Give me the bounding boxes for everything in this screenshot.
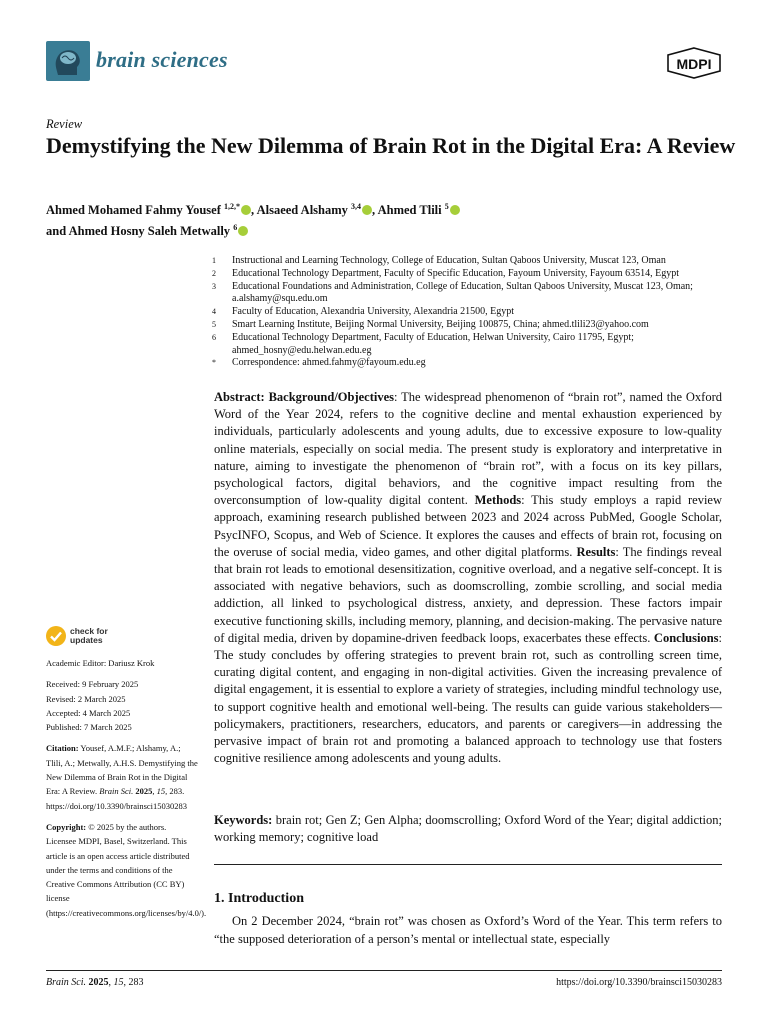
mdpi-logo[interactable] [666, 47, 722, 79]
footer-doi-link[interactable]: https://doi.org/10.3390/brainsci15030283 [556, 977, 722, 988]
methods-label: Methods [474, 493, 522, 508]
check-updates-icon [46, 626, 66, 646]
affiliation-number: * [212, 358, 216, 368]
affiliation-item [212, 255, 732, 268]
affiliation-text: Educational Technology Department, Faculty of Education, Helwan University, Cairo 11795, Egypt; ahmed_hosny@edu.helwan.edu.eg [232, 331, 634, 356]
conclusions-label: Conclusions [653, 630, 719, 645]
citation-volume: 15 [156, 786, 166, 797]
results-label: Results [576, 544, 616, 559]
keywords-text: brain rot; Gen Z; Gen Alpha; doomscrolling; Oxford Word of the Year; digital addiction; working memory; cognitive load [214, 813, 722, 845]
results-text: : The findings reveal that brain rot leads to emotional desensitization, cognitive overload, and a negative self-concept. It is associated with negative behaviors, such as doomscrolling, zombie scrolling, and social media addiction, all linked to psychological distress, anxiety, and depression. These factors impair executive functioning skills, including memory, planning, and decision-making. The pervasive nature of digital media, driven by dopamine-driven feedback loops, exacerbates these effects. [214, 544, 723, 645]
article-type: Review [46, 117, 83, 131]
article-title: Demystifying the New Dilemma of Brain Rot in the Digital Era: A Review [46, 133, 736, 158]
footer-journal: Brain Sci. [46, 977, 86, 988]
footer-citation: Brain Sci. 2025, 15, 283 [46, 977, 144, 988]
copyright-text: © 2025 by the authors. Licensee MDPI, Basel, Switzerland. This article is an open access article distributed under the terms and conditions of the Creative Commons Attribution (CC BY) license (https://creativecommons.org/licenses/by/4.0/). [46, 821, 207, 918]
affiliation-number: 3 [212, 281, 216, 291]
affiliation-text: Faculty of Education, Alexandria University, Alexandria 21500, Egypt [232, 306, 515, 318]
affiliation-text: Smart Learning Institute, Beijing Normal University, Beijing 100875, China; ahmed.tlili23@yahoo.com [232, 318, 649, 330]
affiliation-item [212, 281, 732, 307]
check-updates-line2: updates [70, 635, 103, 645]
check-updates-line1: check for [70, 626, 108, 636]
affiliation-number: 1 [212, 256, 216, 265]
copyright [46, 820, 207, 920]
affiliation-text: Educational Foundations and Administration, College of Education, Sultan Qaboos University, Muscat 123, Oman; a.alshamy@squ.edu.om [232, 280, 693, 305]
copyright-label: Copyright: [46, 821, 87, 832]
affiliation-number: 5 [212, 319, 216, 329]
affiliation-number: 4 [212, 307, 216, 317]
article-info-sidebar [46, 656, 207, 920]
check-updates-label [70, 627, 108, 645]
affiliation-number: 6 [212, 332, 216, 342]
publisher-name: MDPI [676, 56, 712, 72]
orcid-icon[interactable] [241, 205, 251, 215]
affiliation-number: 2 [212, 268, 216, 278]
footer-volume: 15 [113, 977, 124, 988]
affiliation-text: Instructional and Learning Technology, College of Education, Sultan Qaboos University, Muscat 123, Oman [232, 255, 666, 266]
citation-year: 2025 [135, 786, 153, 797]
orcid-icon[interactable] [450, 205, 460, 215]
check-for-updates-button[interactable] [46, 626, 156, 648]
correspondence-text: Correspondence: ahmed.fahmy@fayoum.edu.eg [232, 357, 426, 369]
citation-journal: Brain Sci. [99, 786, 134, 797]
journal-name[interactable]: brain sciences [96, 47, 228, 72]
published-date: Published: 7 March 2025 [46, 722, 132, 733]
methods-text: : This study employs a rapid review approach, examining research published between 2023 and 2024 across PubMed, Google Scholar, PsycINFO, Scopus, and Web of Science. It explores the causes and effects of brain rot, focusing on the overuse of social media, video games, and other digital platforms. [214, 493, 723, 559]
accepted-date: Accepted: 4 March 2025 [46, 707, 131, 718]
abstract-label: Abstract: [214, 390, 265, 404]
citation: Citation: Yousef, A.M.F.; Alshamy, A.; Tlili, A.; Metwally, A.H.S. Demystifying the New Dilemma of Brain Rot in the Digital Era: A Review. Brain Sci. 2025, 15, 283. https://doi.org/10.3390/brainsci15030283 [46, 743, 198, 811]
citation-text: Yousef, A.M.F.; Alshamy, A.; Tlili, A.; Metwally, A.H.S. Demystifying the New Dilemma of Brain Rot in the Digital Era: A Review. [46, 743, 198, 797]
orcid-icon[interactable] [362, 205, 372, 215]
revised-date: Revised: 2 March 2025 [46, 693, 126, 704]
background-label: Background/Objectives [268, 390, 395, 404]
citation-doi[interactable]: , 283. https://doi.org/10.3390/brainsci15030283 [46, 786, 188, 811]
footer-year: 2025 [88, 977, 109, 988]
received-date: Received: 9 February 2025 [46, 679, 139, 690]
academic-editor: Academic Editor: Dariusz Krok [46, 658, 155, 668]
author-affiliation-marker: 1,2,* [224, 202, 241, 211]
conclusions-text: : The study concludes by offering strategies to prevent brain rot, such as controlling screen time, curating digital content, and engaging in non-digital activities. Given the increasing prevalence of digital engagement, it is essential to explore a variety of strategies, including mindful technology use, to support cognitive health and emotional well-being. The results can guide various stakeholders—policymakers, practitioners, researchers, educators, and parents or caregivers—in addressing the pervasive impact of brain rot and promoting a balanced approach to technology use that fosters cognitive resilience among adolescents and young adults. [214, 630, 723, 766]
affiliation-item [212, 319, 732, 332]
section-heading: 1. Introduction [214, 891, 304, 906]
orcid-icon[interactable] [238, 226, 248, 236]
author-affiliation-marker: 3,4 [351, 202, 362, 211]
author-name[interactable]: Ahmed Tlili [377, 203, 442, 218]
affiliation-item [212, 268, 732, 281]
keywords-label: Keywords: [214, 813, 273, 827]
affiliation-item [212, 332, 732, 358]
author-name[interactable]: Ahmed Mohamed Fahmy Yousef [46, 203, 221, 218]
author-name[interactable]: Ahmed Hosny Saleh Metwally [68, 224, 231, 239]
affiliation-item [212, 357, 732, 370]
author-affiliation-marker: 6 [233, 223, 238, 233]
author-affiliation-marker: 5 [444, 202, 449, 211]
abstract [214, 389, 722, 767]
author-name[interactable]: Alsaeed Alshamy [256, 203, 348, 218]
introduction-text: On 2 December 2024, “brain rot” was chosen as Oxford’s Word of the Year. This term refers to “the supposed deterioration of a person’s mental or intellectual state, especially [214, 914, 722, 946]
affiliation-text: Educational Technology Department, Faculty of Specific Education, Fayoum University, Fayoum 63514, Egypt [232, 267, 679, 279]
journal-logo-icon[interactable] [46, 41, 90, 81]
author-list: Ahmed Mohamed Fahmy Yousef $^{1,2,*}$ , Alsaeed Alshamy $^{3,4}$ , Ahmed Tlili $^5$ and Ahmed Hosny Saleh Metwally $^6$ [46, 198, 736, 240]
background-text: : The widespread phenomenon of “brain rot”, named the Oxford Word of the Year 2024, refers to the cognitive decline and mental exhaustion experienced by individuals, particularly adolescents and young adults, due to excessive exposure to low-quality online materials, especially on social media. The present study is exploratory and interpretative in nature, aiming to investigate the phenomenon of “brain rot”, with a focus on its key pillars, psychological factors, digital behaviors, and the cognitive impact resulting from the overconsumption of low-quality digital content. [214, 390, 722, 508]
affiliations-list [212, 255, 732, 370]
footer-page: , 283 [123, 977, 144, 988]
footer-divider [46, 970, 722, 971]
section-divider [214, 864, 722, 865]
keywords [214, 812, 722, 846]
affiliation-item [212, 306, 732, 319]
citation-label: Citation: [46, 743, 79, 754]
